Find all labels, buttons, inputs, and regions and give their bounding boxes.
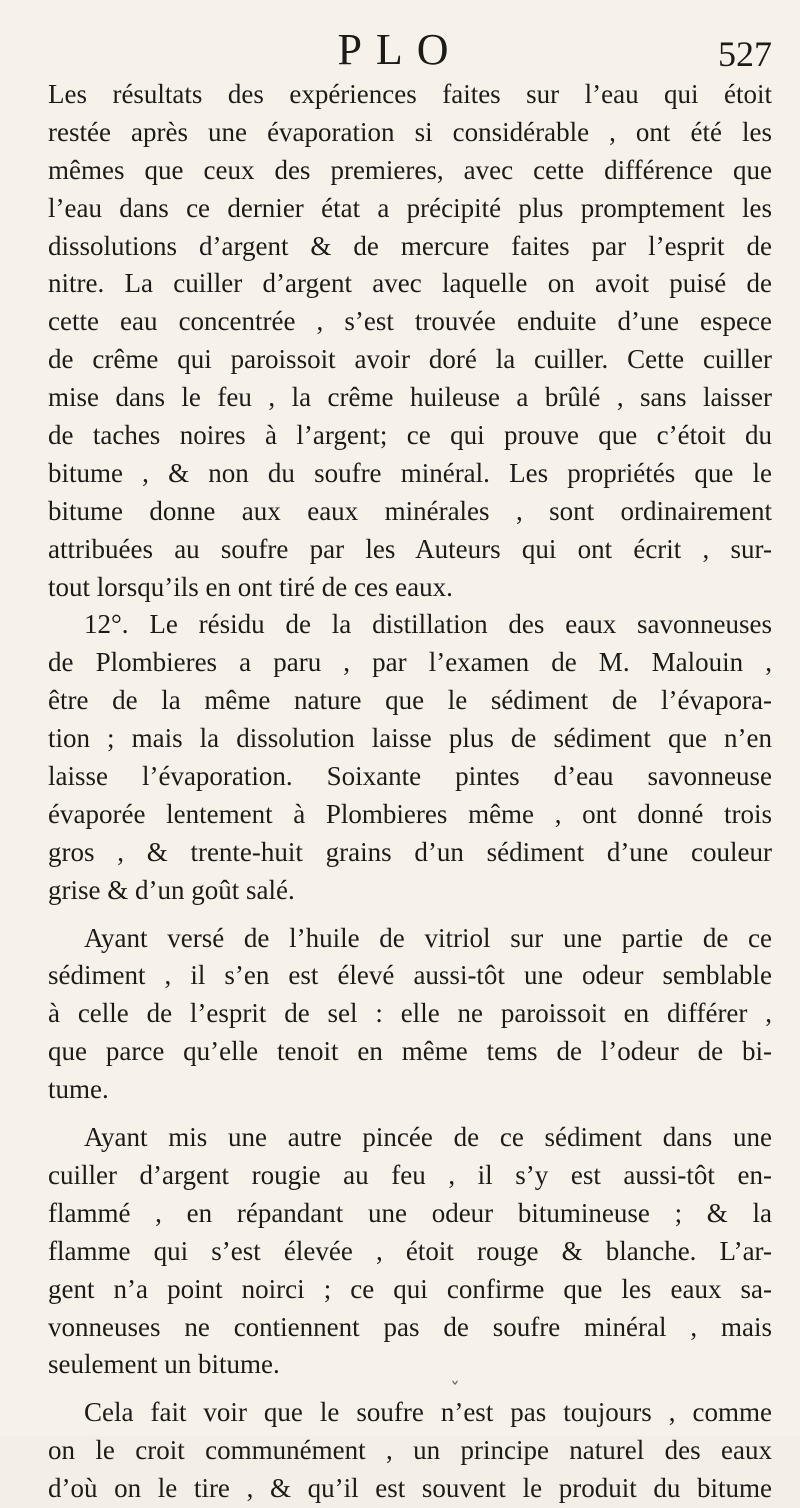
text-line: grise & d’un goût salé. [48,874,295,905]
text-line: tume. [48,1074,109,1105]
running-head: PLO [337,25,463,74]
text-line: mise dans le feu , la crême huileuse a brûlé , sans laisser [48,382,772,413]
text-line: cette eau concentrée , s’est trouvée enduite d’une espece [48,306,772,337]
text-line: Ayant versé de l’huile de vitriol sur une partie de ce [84,922,772,953]
text-line: flammé , en répandant une odeur bitumineuse ; & la [48,1197,772,1228]
text-line: seulement un bitume. [48,1349,280,1380]
text-line: flamme qui s’est élevée , étoit rouge & blanche. L’ar- [48,1235,772,1266]
text-line: 12°. Le résidu de la distillation des eaux savonneuses [84,609,772,640]
text-line: être de la même nature que le sédiment de l’évapora- [48,685,772,716]
text-line: que parce qu’elle tenoit en même tems de l’odeur de bi- [48,1036,772,1067]
text-line: gros , & trente-huit grains d’un sédiment d’une couleur [48,836,772,867]
text-line: tion ; mais la dissolution laisse plus de sédiment que n’en [48,723,772,754]
text-line: dissolutions d’argent & de mercure faites par l’esprit de [48,230,772,261]
text-line: laisse l’évaporation. Soixante pintes d’eau savonneuse [48,761,772,792]
text-line: gent n’a point noirci ; ce qui confirme que les eaux sa- [48,1273,772,1304]
text-line: évaporée lentement à Plombieres même , ont donné trois [48,798,772,829]
paragraph-gap [48,1109,772,1119]
paragraph-gap [48,910,772,920]
text-line: attribuées au soufre par les Auteurs qui ont écrit , sur- [48,533,772,564]
text-line: bitume donne aux eaux minérales , sont ordinairement [48,495,772,526]
text-line: de Plombieres a paru , par l’examen de M. Malouin , [48,647,772,678]
paragraph-gap [48,1378,772,1402]
text-line: bitume , & non du soufre minéral. Les propriétés que le [48,457,772,488]
text-line: tout lorsqu’ils en ont tiré de ces eaux. [48,571,453,602]
text-line: on le croit communément , un principe naturel des eaux [48,1435,772,1466]
text-line: de taches noires à l’argent; ce qui prouve que c’étoit du [48,420,772,451]
text-line: Les résultats des expériences faites sur l’eau qui étoit [48,79,772,109]
text-line: vonneuses ne contiennent pas de soufre minéral , mais [48,1311,772,1342]
print-mark: ˇ [450,1378,460,1402]
text-line: restée après une évaporation si considérable , ont été les [48,116,772,147]
text-line: Cela fait voir que le soufre n’est pas toujours , comme [84,1397,772,1428]
text-line: mêmes que ceux des premieres, avec cette différence que [48,154,772,185]
body-text [48,76,772,1504]
text-line: cuiller d’argent rougie au feu , il s’y est aussi-tôt en- [48,1159,772,1190]
text-line: l’eau dans ce dernier état a précipité plus promptement les [48,192,772,223]
text-line: de crême qui paroissoit avoir doré la cuiller. Cette cuiller [48,344,772,375]
text-line: nitre. La cuiller d’argent avec laquelle on avoit puisé de [48,268,772,299]
text-line: sédiment , il s’en est élevé aussi-tôt une odeur semblable [48,960,772,991]
page-number: 527 [718,34,772,74]
text-line: d’où on le tire , & qu’il est souvent le produit du bitume [48,1473,772,1504]
text-line: Ayant mis une autre pincée de ce sédiment dans une [84,1122,772,1153]
text-line: à celle de l’esprit de sel : elle ne paroissoit en différer , [48,998,772,1029]
